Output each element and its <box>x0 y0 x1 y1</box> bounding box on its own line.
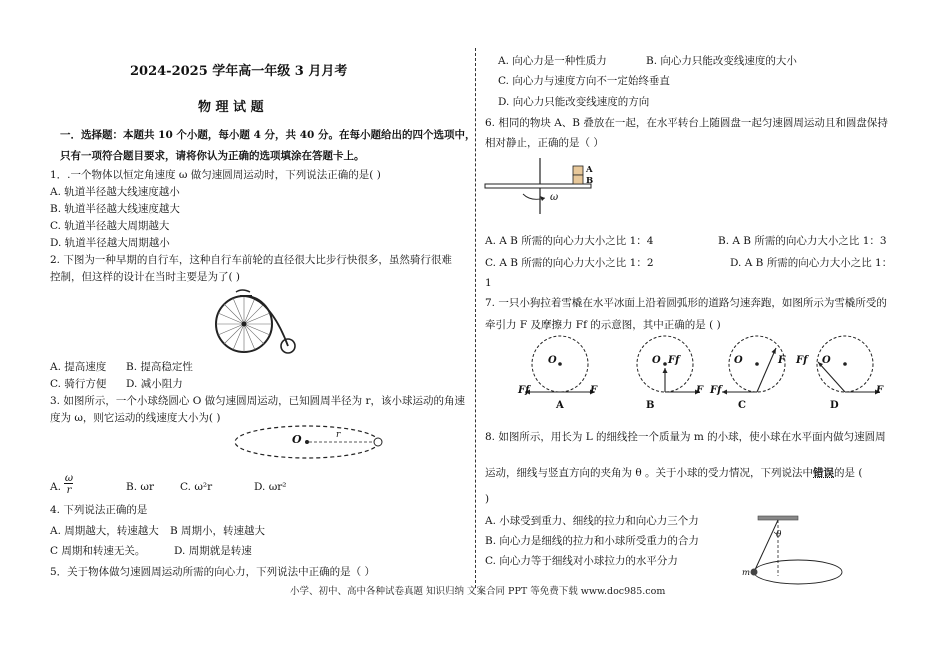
q8-stem-line1: 8. 如图所示，用长为 L 的细线拴一个质量为 m 的小球，使小球在水平面内做匀速圆周 <box>485 431 886 443</box>
q1-option-a: A. 轨道半径越大线速度越小 <box>50 186 180 198</box>
q8-stem-line3: ) <box>485 493 490 505</box>
q7-stem-line2: 牵引力 F 及摩擦力 Ff 的示意图，其中正确的是 ( ) <box>485 319 721 331</box>
exam-subtitle: 物 理 试 题 <box>198 100 264 115</box>
q5-option-d: D. 向心力只能改变线速度的方向 <box>498 96 650 108</box>
q6-option-d: D. A B 所需的向心力大小之比 1： <box>730 257 893 269</box>
q3-center-label: O <box>292 433 302 446</box>
q3-stem-line2: 度为 ω，则它运动的线速度大小为( ) <box>50 412 221 424</box>
q6-option-c: C. A B 所需的向心力大小之比 1：2 <box>485 257 654 269</box>
page-footer: 小学、初中、高中各种试卷真题 知识归纳 文案合同 PPT 等免费下载 www.doc985.com <box>290 586 666 597</box>
q2-option-c: C. 骑行方便 <box>50 378 107 390</box>
q7-label-a: A <box>556 400 564 411</box>
section-instruction-line1: 一．选择题：本题共 10 个小题，每小题 4 分，共 40 分。在每小题给出的四个选项中， <box>60 129 476 141</box>
q8-option-b: B. 向心力是细线的拉力和小球所受重力的合力 <box>485 535 699 547</box>
q1-option-b: B. 轨道半径越大线速度越大 <box>50 203 180 215</box>
q8-theta-label: θ <box>776 530 782 540</box>
q7-c-center: O <box>734 355 743 366</box>
q7-b-force-ff: Ff <box>668 355 680 366</box>
q1-stem: 1．.一个物体以恒定角速度 ω 做匀速圆周运动时，下列说法正确的是( ) <box>50 169 381 181</box>
q3-fraction-bar <box>64 483 73 484</box>
q7-diagram-c <box>712 334 802 400</box>
q3-option-a-numerator: ω <box>64 473 74 484</box>
q8-option-a: A. 小球受到重力、细线的拉力和向心力三个力 <box>485 515 699 527</box>
q7-d-force-ff: Ff <box>796 355 808 366</box>
q4-stem: 4. 下列说法正确的是 <box>50 504 148 516</box>
q8-option-c: C. 向心力等于细线对小球拉力的水平分力 <box>485 555 678 567</box>
q7-a-force-f: F <box>590 385 598 396</box>
q5-stem: 5．关于物体做匀速圆周运动所需的向心力，下列说法中正确的是（ ） <box>50 566 376 578</box>
q7-d-center: O <box>822 355 831 366</box>
q4-option-c: C 周期和转速无关。 <box>50 545 146 557</box>
q8-stem-line2 <box>485 466 862 480</box>
q4-option-a: A. 周期越大，转速越大 <box>50 525 159 537</box>
q7-b-center: O <box>652 355 661 366</box>
section-instruction-line2: 只有一项符合题目要求，请将你认为正确的选项填涂在答题卡上。 <box>60 150 365 162</box>
q7-label-b: B <box>646 400 655 411</box>
q8-stem-part1: 运动，细线与竖直方向的夹角为 θ 。关于小球的受力情况，下列说法中 <box>485 467 813 479</box>
q3-circular-orbit-figure <box>232 424 382 460</box>
q7-label-c: C <box>738 400 746 411</box>
q3-option-c: C. ω²r <box>180 481 213 493</box>
q2-option-a: A. 提高速度 <box>50 361 107 373</box>
q5-option-b: B. 向心力只能改变线速度的大小 <box>646 55 797 67</box>
q7-a-force-ff: Ff <box>518 385 530 396</box>
q6-block-a-label: A <box>586 165 593 175</box>
q8-conical-pendulum-figure <box>748 514 858 588</box>
penny-farthing-bicycle-icon <box>212 286 302 358</box>
q5-option-a: A. 向心力是一种性质力 <box>498 55 607 67</box>
q7-c-force-ff: Ff <box>710 385 722 396</box>
q6-option-d-continued: 1 <box>485 277 492 289</box>
q3-option-d: D. ωr² <box>254 481 287 493</box>
q3-radius-label: r <box>336 430 341 440</box>
q6-option-b: B. A B 所需的向心力大小之比 1：3 <box>718 235 887 247</box>
q7-a-center: O <box>548 355 557 366</box>
q7-stem-line1: 7. 一只小狗拉着雪橇在水平冰面上沿着圆弧形的道路匀速奔跑，如图所示为雪橇所受的 <box>485 297 887 309</box>
q8-stem-part3: 的是 ( <box>834 467 863 479</box>
q4-option-d: D. 周期就是转速 <box>174 545 252 557</box>
q6-option-a: A. A B 所需的向心力大小之比 1：4 <box>485 235 654 247</box>
q7-d-force-f: F <box>876 385 884 396</box>
q8-emphasis-wrong: 错误 <box>813 467 834 479</box>
q7-b-force-f: F <box>696 385 704 396</box>
q6-omega-label: ω <box>550 192 559 203</box>
q6-block-b-label: B <box>586 176 594 186</box>
q2-stem-line2: 控制，但这样的设计在当时主要是为了( ) <box>50 271 241 283</box>
q2-option-d: D. 减小阻力 <box>126 378 183 390</box>
q8-mass-label: m <box>742 568 751 578</box>
q1-option-d: D. 轨道半径越大周期越小 <box>50 237 170 249</box>
q7-label-d: D <box>830 400 839 411</box>
q5-option-c: C. 向心力与速度方向不一定始终垂直 <box>498 75 670 87</box>
q6-stem-line1: 6. 相同的物块 A、B 叠放在一起，在水平转台上随圆盘一起匀速圆周运动且和圆盘保持 <box>485 117 888 129</box>
q7-c-force-f: F <box>778 355 786 366</box>
q3-option-a-denominator: r <box>66 485 72 496</box>
q3-option-b: B. ωr <box>126 481 154 493</box>
q6-stem-line2: 相对静止，正确的是（ ） <box>485 137 604 149</box>
q1-option-c: C. 轨道半径越大周期越大 <box>50 220 170 232</box>
q2-stem-line1: 2. 下图为一种早期的自行车，这种自行车前轮的直径很大比步行快很多，虽然骑行很难 <box>50 254 452 266</box>
exam-title: 2024-2025 学年高一年级 3 月月考 <box>130 64 348 79</box>
q2-option-b: B. 提高稳定性 <box>126 361 193 373</box>
q3-option-a-label: A. <box>50 481 61 493</box>
q4-option-b: B 周期小，转速越大 <box>170 525 266 537</box>
q3-stem-line1: 3. 如图所示，一个小球绕圆心 O 做匀速圆周运动，已知圆周半径为 r，该小球运动的角速 <box>50 395 465 407</box>
